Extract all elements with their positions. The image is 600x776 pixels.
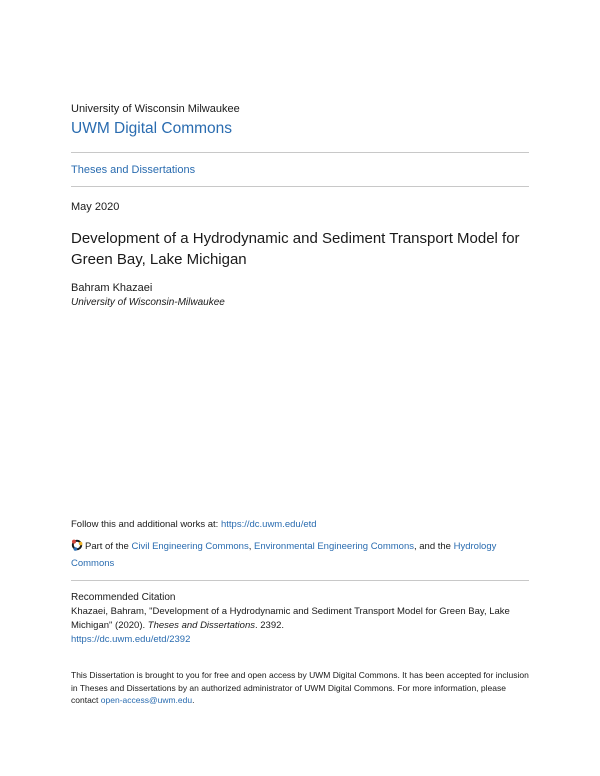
part-of-separator: , and the — [413, 541, 454, 552]
citation-number: . 2392. — [254, 620, 285, 631]
notice-text: This Dissertation is brought to you for free and open access by UWM Digital Commons. It has been accepted for inclusion in Theses and Dissertations by an authorized administrator of UWM Digital Commons. For more information, please contact — [71, 670, 529, 705]
follow-url-link[interactable]: https://dc.uwm.edu/etd — [220, 519, 317, 530]
publication-date: May 2020 — [71, 201, 120, 213]
contact-email-link[interactable]: open-access@uwm.edu — [100, 695, 193, 705]
author-affiliation: University of Wisconsin-Milwaukee — [71, 297, 225, 308]
citation-series: Theses and Dissertations — [147, 620, 255, 631]
follow-line — [71, 519, 317, 530]
university-name: University of Wisconsin Milwaukee — [71, 103, 240, 115]
repository-link[interactable]: UWM Digital Commons — [71, 120, 233, 137]
citation-url-link[interactable]: https://dc.uwm.edu/etd/2392 — [71, 634, 191, 645]
follow-prefix: Follow this and additional works at: — [71, 519, 221, 530]
part-of-line — [71, 538, 529, 572]
part-of-separator: , — [248, 541, 254, 552]
hydrology-commons-link[interactable]: Hydrology Commons — [71, 541, 497, 569]
cover-page — [71, 0, 529, 776]
citation-text: Khazaei, Bahram, "Development of a Hydrodynamic and Sediment Transport Model for Green Bay, Lake Michigan" (2020). — [71, 606, 510, 631]
commons-network-icon — [71, 539, 83, 551]
divider — [71, 580, 529, 581]
notice-end: . — [192, 695, 195, 705]
citation-heading: Recommended Citation — [71, 592, 176, 603]
part-of-prefix: Part of the — [85, 541, 132, 552]
author-name: Bahram Khazaei — [71, 282, 153, 294]
paper-title: Development of a Hydrodynamic and Sediment Transport Model for Green Bay, Lake Michigan — [71, 230, 520, 268]
citation-body — [71, 605, 529, 647]
divider — [71, 186, 529, 187]
collection-link[interactable]: Theses and Dissertations — [71, 164, 196, 176]
access-notice — [71, 669, 529, 707]
environmental-engineering-commons-link[interactable]: Environmental Engineering Commons — [253, 541, 414, 552]
divider — [71, 152, 529, 153]
civil-engineering-commons-link[interactable]: Civil Engineering Commons — [131, 541, 249, 552]
